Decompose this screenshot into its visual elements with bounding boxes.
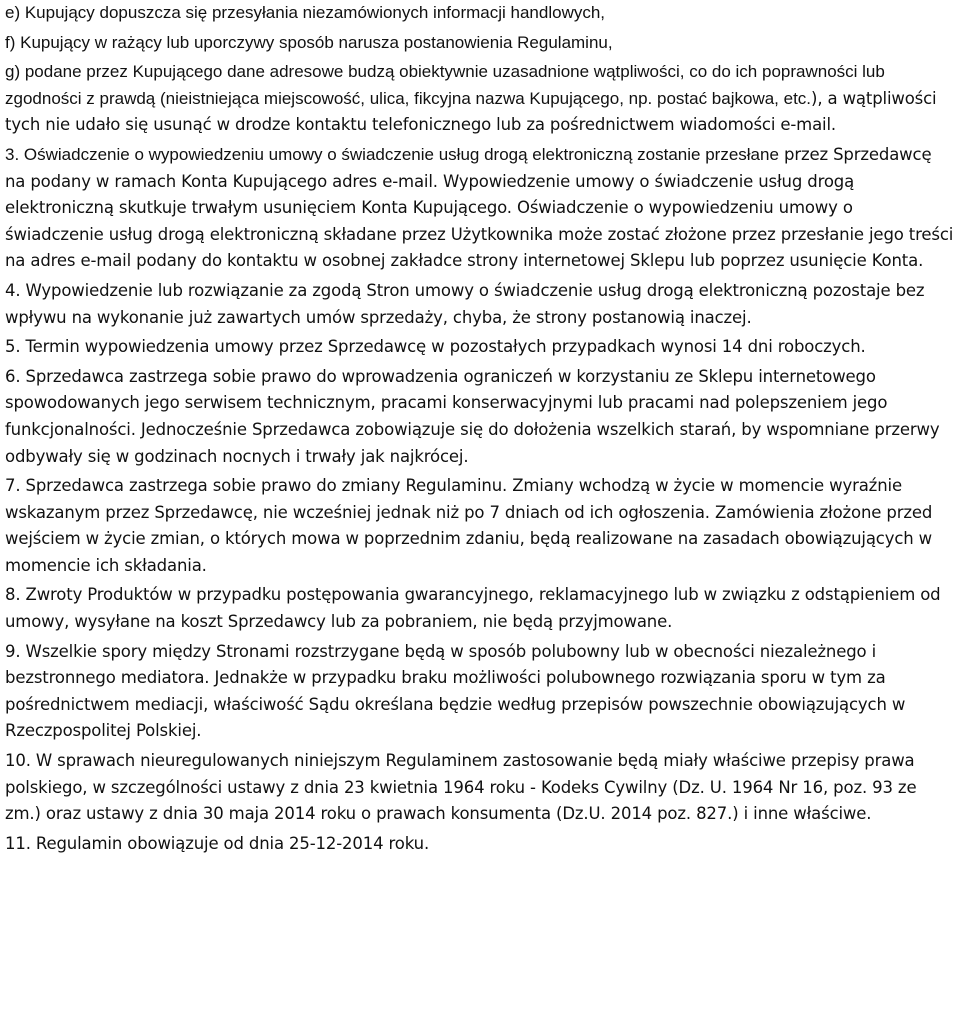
sub-item-g — [5, 59, 955, 139]
point-3-text-a: 3. Oświadczenie o wypowiedzeniu umowy o świadczenie usług drogą elektroniczną zostanie przesłane — [5, 144, 779, 164]
point-7: 7. Sprzedawca zastrzega sobie prawo do zmiany Regulaminu. Zmiany wchodzą w życie w momencie wyraźnie wskazanym przez Sprzedawcę, nie wcześniej jednak niż po 7 dniach od ich ogłoszenia. Zamówienia złożone przed wejściem w życie zmian, o których mowa w poprzednim zdaniu, będą realizowane na zasadach obowiązujących w momencie ich składania. — [5, 476, 933, 575]
point-8: 8. Zwroty Produktów w przypadku postępowania gwarancyjnego, reklamacyjnego lub w związku z odstąpieniem od umowy, wysyłane na koszt Sprzedawcy lub za pobraniem, nie będą przyjmowane. — [5, 585, 941, 632]
point-3-text-b: przez Sprzedawcę na podany w ramach Konta Kupującego adres e-mail. Wypowiedzenie umowy o świadczenie usług drogą elektroniczną skutkuje trwałym usunięciem Konta Kupującego. Oświadczenie o wypowiedzeniu umowy o świadczenie usług drogą elektroniczną składane przez Użytkownika może zostać złożone przez przesłanie jego treści na adres e-mail podany do kontaktu w osobnej zakładce strony internetowej Sklepu lub poprzez usunięcie Konta. — [5, 144, 954, 271]
sub-item-g-text-b: ), a wątpliwości tych nie udało się usunąć w drodze kontaktu telefonicznego lub za pośrednictwem wiadomości e-mail. — [5, 88, 937, 135]
point-9: 9. Wszelkie spory między Stronami rozstrzygane będą w sposób polubowny lub w obecności niezależnego i bezstronnego mediatora. Jednakże w przypadku braku możliwości polubownego rozwiązania sporu w tym za pośrednictwem mediacji, właściwość Sądu określana będzie według przepisów powszechnie obowiązujących w Rzeczpospolitej Polskiej. — [5, 641, 906, 741]
point-6: 6. Sprzedawca zastrzega sobie prawo do wprowadzenia ograniczeń w korzystaniu ze Sklepu internetowego spowodowanych jego serwisem technicznym, pracami konserwacyjnymi lub pracami nad polepszeniem jego funkcjonalności. Jednocześnie Sprzedawca zobowiązuje się do dołożenia wszelkich starań, by wspomniane przerwy odbywały się w godzinach nocnych i trwały jak najkrócej. — [5, 366, 940, 466]
sub-item-e: e) Kupujący dopuszcza się przesyłania niezamówionych informacji handlowych, — [5, 3, 606, 22]
point-11: 11. Regulamin obowiązuje od dnia 25-12-2014 roku. — [5, 833, 430, 853]
document-page — [5, 0, 955, 860]
point-4: 4. Wypowiedzenie lub rozwiązanie za zgodą Stron umowy o świadczenie usług drogą elektroniczną pozostaje bez wpływu na wykonanie już zawartych umów sprzedaży, chyba, że strony postanowią inaczej. — [5, 280, 925, 327]
sub-item-f: f) Kupujący w rażący lub uporczywy sposób narusza postanowienia Regulaminu, — [5, 32, 613, 52]
point-10: 10. W sprawach nieuregulowanych niniejszym Regulaminem zastosowanie będą miały właściwe przepisy prawa polskiego, w szczególności ustawy z dnia 23 kwietnia 1964 roku - Kodeks Cywilny (Dz. U. 1964 Nr 16, poz. 93 ze zm.) oraz ustawy z dnia 30 maja 2014 roku o prawach konsumenta (Dz.U. 2014 poz. 827.) i inne właściwe. — [5, 751, 917, 824]
sub-item-g-text-a: g) podane przez Kupującego dane adresowe budzą obiektywnie uzasadnione wątpliwości, co do ich poprawności lub zgodności z prawdą (nieistniejąca miejscowość, ulica, fikcyjna nazwa Kupującego, np. postać bajkowa, etc. — [5, 62, 885, 108]
point-5: 5. Termin wypowiedzenia umowy przez Sprzedawcę w pozostałych przypadkach wynosi 14 dni roboczych. — [5, 337, 866, 357]
point-3 — [5, 142, 955, 275]
